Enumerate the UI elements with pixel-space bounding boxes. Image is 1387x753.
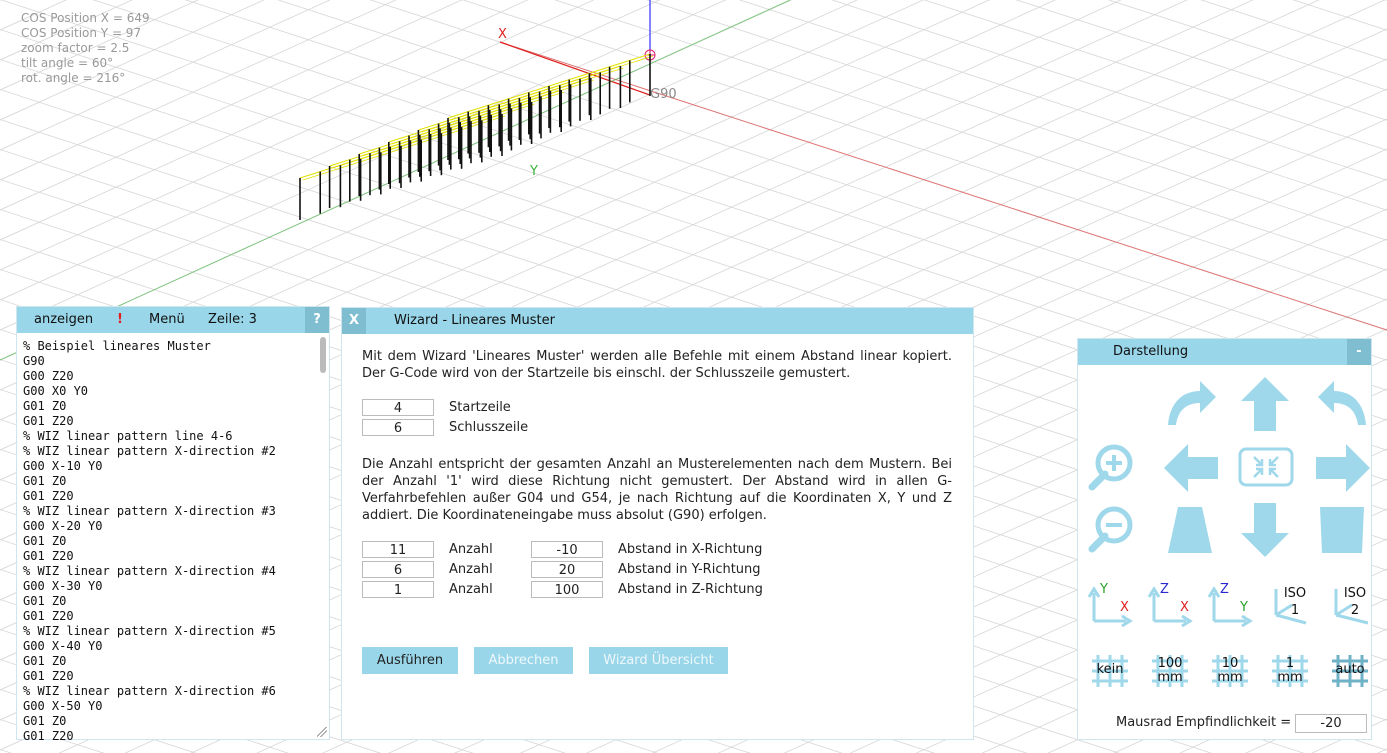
code-line[interactable]: G00 X-20 Y0	[23, 519, 103, 533]
axis-y-label: Y	[1240, 600, 1248, 615]
view-iso2-button[interactable]	[1326, 583, 1382, 629]
line-info: Zeile: 3	[208, 312, 257, 327]
distance-z-input[interactable]: 100	[531, 581, 603, 598]
tilt-down-icon[interactable]	[1318, 505, 1366, 555]
cancel-button[interactable]: Abbrechen	[474, 647, 573, 674]
view-yz-button[interactable]	[1206, 583, 1262, 629]
scrollbar-thumb[interactable]	[320, 337, 326, 373]
code-line[interactable]: G01 Z0	[23, 654, 67, 668]
axes-xz-icon	[1146, 583, 1202, 629]
grid-100mm-unit: mm	[1157, 670, 1183, 685]
grid-100mm-button[interactable]	[1148, 651, 1192, 691]
grid-none-label: kein	[1096, 662, 1124, 677]
grid-line	[0, 0, 1387, 91]
iso2-number: 2	[1350, 603, 1360, 618]
view-xy-button[interactable]	[1086, 583, 1142, 629]
code-line[interactable]: G01 Z0	[23, 594, 67, 608]
code-line[interactable]: % WIZ linear pattern X-direction #2	[23, 444, 276, 458]
grid-line	[0, 0, 1387, 160]
rotate-ccw-icon[interactable]	[1316, 377, 1370, 429]
wizard-description: Die Anzahl entspricht der gesamten Anzahl an Musterelementen nach dem Mustern. Bei der Anzahl '1' wird diese Richtung nicht gemustert. Der Abstand wird in allen G-Verfahrbefehlen außer G04 und G54, je nach Richtung auf die Koordinaten X, Y und Z addiert. Die Koordinateneingabe muss absolut (G90) erfolgen.	[362, 457, 952, 523]
zoom-factor: zoom factor = 2.5	[21, 41, 130, 55]
help-button[interactable]: ?	[305, 307, 329, 333]
code-line[interactable]: G01 Z20	[23, 729, 74, 743]
iso2-label: ISO	[1343, 586, 1367, 601]
start-line-input[interactable]: 4	[362, 399, 434, 416]
x-axis-line-strong	[500, 42, 650, 95]
wizard-close-button[interactable]: X	[342, 308, 366, 334]
toolpath-pattern	[300, 54, 653, 220]
distance-z-label: Abstand in Z-Richtung	[618, 582, 763, 597]
wizard-intro: Mit dem Wizard 'Lineares Muster' werden alle Befehle mit einem Abstand linear kopiert. Der G-Code wird von der Startzeile bis einschl. der Schlusszeile gemustert.	[362, 349, 952, 381]
code-line[interactable]: % WIZ linear pattern X-direction #6	[23, 684, 276, 698]
code-line[interactable]: % WIZ linear pattern X-direction #4	[23, 564, 276, 578]
grid-line	[0, 0, 1387, 190]
code-line[interactable]: % Beispiel lineares Muster	[23, 339, 211, 353]
grid-10mm-button[interactable]	[1208, 651, 1252, 691]
grid-line	[0, 0, 1387, 271]
code-line[interactable]: % WIZ linear pattern X-direction #3	[23, 504, 276, 518]
code-line[interactable]: G00 X0 Y0	[23, 384, 89, 398]
code-line[interactable]: G01 Z20	[23, 489, 74, 503]
grid-auto-button[interactable]	[1328, 651, 1372, 691]
grid-line	[0, 0, 1387, 331]
grid-1mm-unit: mm	[1277, 670, 1303, 685]
zoom-out-icon[interactable]	[1086, 505, 1136, 555]
count-y-input[interactable]: 6	[362, 561, 434, 578]
count-z-label: Anzahl	[449, 582, 493, 597]
grid-1mm-button[interactable]	[1268, 651, 1312, 691]
code-line[interactable]: G90	[23, 354, 45, 368]
display-panel	[1077, 338, 1372, 740]
show-menu-button[interactable]: anzeigen	[34, 312, 94, 327]
rotation-angle: rot. angle = 216°	[21, 71, 126, 85]
x-axis-line	[500, 42, 1387, 330]
distance-x-label: Abstand in X-Richtung	[618, 542, 763, 557]
wheel-sensitivity-input[interactable]: -20	[1295, 714, 1367, 733]
wizard-dialog	[341, 307, 974, 740]
grid-line	[0, 0, 1387, 280]
code-line[interactable]: G01 Z0	[23, 534, 67, 548]
zoom-in-icon[interactable]	[1086, 443, 1136, 493]
display-title-bar	[1078, 339, 1371, 365]
cos-position-x: COS Position X = 649	[21, 11, 150, 25]
end-line-label: Schlusszeile	[449, 420, 529, 435]
grid-none-button[interactable]	[1088, 651, 1132, 691]
count-x-input[interactable]: 11	[362, 541, 434, 558]
tilt-angle: tilt angle = 60°	[21, 56, 114, 70]
count-z-input[interactable]: 1	[362, 581, 434, 598]
count-y-label: Anzahl	[449, 562, 493, 577]
code-line[interactable]: G00 X-10 Y0	[23, 459, 103, 473]
pan-up-icon[interactable]	[1240, 377, 1290, 431]
grid-line	[0, 0, 1387, 340]
axis-z-label: Z	[1160, 582, 1169, 597]
rotate-cw-icon[interactable]	[1164, 377, 1218, 429]
grid-10mm-unit: mm	[1217, 670, 1243, 685]
grid-line	[0, 0, 1387, 121]
code-line[interactable]: G01 Z0	[23, 474, 67, 488]
grid-10mm-value: 10	[1221, 656, 1239, 671]
code-line[interactable]: G01 Z20	[23, 414, 74, 428]
grid-line	[0, 0, 1387, 211]
end-line-input[interactable]: 6	[362, 419, 434, 436]
code-panel-bar	[17, 307, 329, 333]
distance-x-input[interactable]: -10	[531, 541, 603, 558]
display-collapse-button[interactable]: -	[1347, 339, 1371, 365]
view-xz-button[interactable]	[1146, 583, 1202, 629]
grid-1mm-value: 1	[1285, 656, 1295, 671]
code-line[interactable]: G01 Z20	[23, 609, 74, 623]
gcode-editor[interactable]	[23, 339, 313, 743]
code-panel	[16, 306, 330, 743]
grid-line	[0, 0, 1387, 220]
axes-xy-icon	[1086, 583, 1142, 629]
distance-y-input[interactable]: 20	[531, 561, 603, 578]
wizard-overview-button[interactable]: Wizard Übersicht	[589, 647, 728, 674]
code-line[interactable]: G01 Z20	[23, 549, 74, 563]
code-line[interactable]: G01 Z0	[23, 399, 67, 413]
code-line[interactable]: G01 Z0	[23, 714, 67, 728]
axis-z-label: Z	[1220, 582, 1229, 597]
axes-yz-icon	[1206, 583, 1262, 629]
mode-label: G90	[650, 87, 677, 102]
code-line[interactable]: G00 Z20	[23, 369, 74, 383]
grid-line	[0, 0, 1387, 31]
axis-x-label: X	[1120, 600, 1129, 615]
resize-grip-icon[interactable]	[317, 727, 327, 737]
code-line[interactable]: G00 X-30 Y0	[23, 579, 103, 593]
display-title: Darstellung	[1113, 344, 1189, 359]
iso1-number: 1	[1290, 603, 1300, 618]
grid-auto-label: auto	[1335, 662, 1365, 677]
grid-line	[0, 0, 1387, 1]
cos-position-y: COS Position Y = 97	[21, 26, 142, 40]
wheel-sensitivity-label: Mausrad Empfindlichkeit =	[1116, 715, 1292, 730]
fit-view-icon[interactable]	[1238, 445, 1294, 489]
x-axis-label: X	[498, 27, 507, 42]
pan-down-icon[interactable]	[1240, 503, 1290, 557]
menu-button[interactable]: Menü	[149, 312, 185, 327]
iso1-label: ISO	[1283, 586, 1307, 601]
axis-y-label: Y	[1100, 582, 1108, 597]
y-axis-label: Y	[530, 164, 538, 179]
code-scrollbar[interactable]	[319, 335, 327, 735]
alert-icon[interactable]: !	[117, 312, 123, 327]
code-line[interactable]: G00 X-40 Y0	[23, 639, 103, 653]
cos-info	[21, 11, 150, 86]
grid-line	[0, 0, 1387, 10]
code-line[interactable]: G00 X-50 Y0	[23, 699, 103, 713]
run-button[interactable]: Ausführen	[362, 647, 458, 674]
start-line-label: Startzeile	[449, 400, 511, 415]
count-x-label: Anzahl	[449, 542, 493, 557]
code-line[interactable]: % WIZ linear pattern line 4-6	[23, 429, 233, 443]
grid-line	[0, 0, 1387, 70]
grid-line	[0, 0, 1387, 61]
pan-left-icon[interactable]	[1164, 443, 1218, 493]
wizard-title-bar	[342, 308, 973, 334]
code-line[interactable]: G01 Z20	[23, 669, 74, 683]
tilt-up-icon[interactable]	[1166, 505, 1214, 555]
grid-line	[0, 0, 1387, 241]
distance-y-label: Abstand in Y-Richtung	[618, 562, 761, 577]
axis-x-label: X	[1180, 600, 1189, 615]
pan-right-icon[interactable]	[1316, 443, 1370, 493]
wizard-title: Wizard - Lineares Muster	[394, 313, 555, 328]
code-line[interactable]: % WIZ linear pattern X-direction #5	[23, 624, 276, 638]
grid-line	[0, 0, 1387, 130]
grid-100mm-value: 100	[1157, 656, 1183, 671]
view-iso1-button[interactable]	[1266, 583, 1322, 629]
